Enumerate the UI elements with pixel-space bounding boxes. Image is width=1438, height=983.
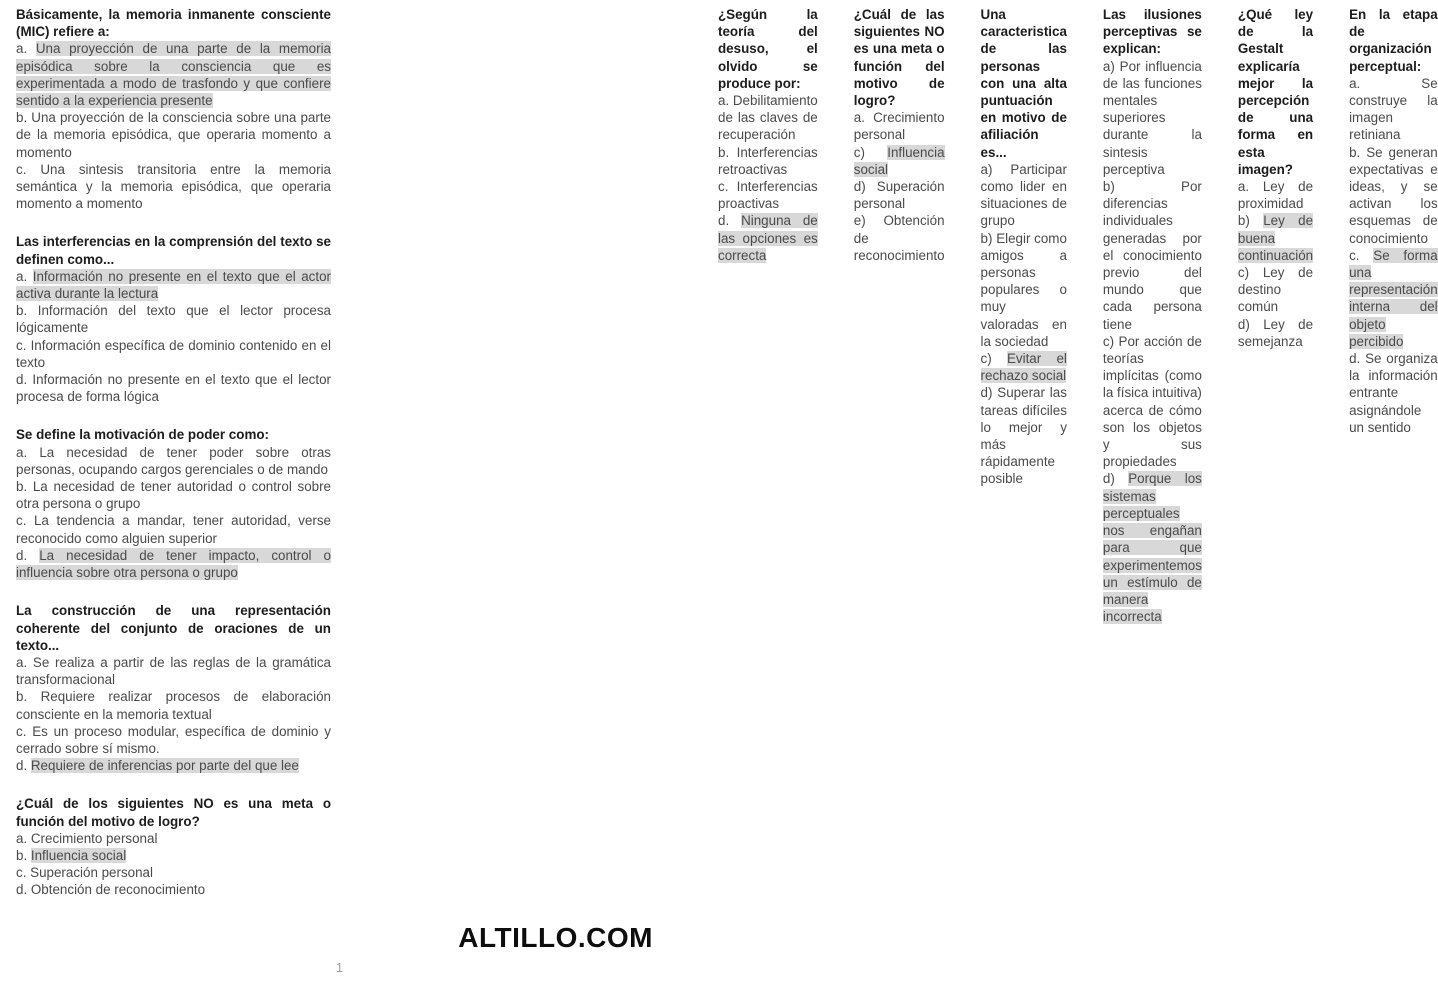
option-letter: b. [16, 689, 41, 705]
option-text: Ley de semejanza [1237, 316, 1314, 349]
answer-option [854, 109, 945, 143]
question-block [981, 6, 1067, 916]
answer-option [16, 40, 331, 109]
answer-option [718, 212, 818, 264]
answer-option [718, 144, 818, 178]
option-letter: d) [1102, 471, 1129, 487]
question-block [16, 6, 331, 212]
question-title: En la etapa de organización perceptual: [1349, 7, 1438, 74]
highlighted-answer-text: La necesidad de tener impacto, control o influencia sobre otra persona o grupo [16, 547, 331, 581]
question-block [718, 6, 818, 916]
question-title: ¿Cuál de las siguientes NO es una meta o función del motivo de logro? [853, 7, 945, 109]
answer-option [1349, 247, 1438, 350]
option-text: Se realiza a partir de las reglas de la gramática transformacional [16, 654, 332, 688]
answer-option [16, 302, 331, 336]
option-letter: b. [16, 847, 31, 863]
answer-option [718, 92, 818, 144]
option-text: Una sintesis transitoria entre la memoria semántica y la memoria episódica, que operaria momento a momento [16, 161, 331, 212]
option-letter: c) [853, 144, 888, 160]
option-letter: d. [16, 758, 31, 774]
answer-option [16, 654, 331, 688]
option-letter: d. [16, 882, 31, 898]
option-letter: b) [1102, 179, 1182, 195]
option-letter: c. [16, 513, 34, 529]
highlighted-answer-text: Requiere de inferencias por parte del que lee [30, 758, 299, 774]
option-letter: c) [980, 351, 1007, 367]
answer-option [1238, 316, 1313, 350]
option-letter: a. [16, 830, 31, 846]
answer-option [1103, 178, 1202, 333]
answer-option [1103, 58, 1202, 178]
option-text: Interferencias proactivas [718, 179, 818, 212]
answer-option [16, 547, 331, 581]
option-letter: a. [16, 444, 40, 460]
option-letter: a. [1237, 179, 1263, 195]
question-title: Las ilusiones perceptivas se explican: [1102, 7, 1202, 57]
option-text: Superación personal [30, 865, 153, 881]
option-text: Obtención de reconocimiento [853, 213, 945, 263]
answer-option [981, 161, 1067, 230]
option-letter: c. [16, 723, 33, 739]
answer-option [16, 444, 331, 478]
option-text: Requiere realizar procesos de elaboración consciente en la memoria textual [16, 689, 331, 722]
option-text: La tendencia a mandar, tener autoridad, verse reconocido como alguien superior [16, 513, 331, 546]
highlighted-answer-text: Información no presente en el texto que el actor activa durante la lectura [16, 268, 331, 302]
option-letter: d. [718, 213, 742, 229]
answer-option [981, 384, 1067, 487]
answer-option [854, 178, 945, 212]
option-letter: a. [718, 93, 733, 109]
option-text: Superar las tareas difíciles lo mejor y más rápidamente posible [980, 385, 1067, 487]
option-letter: c. [16, 865, 31, 881]
option-letter: a. [16, 654, 33, 670]
answer-option [16, 757, 331, 774]
option-text: Por acción de teorías implícitas (como la física intuitiva) acerca de cómo son los objetos y sus propiedades [1102, 333, 1202, 470]
option-text: La necesidad de tener poder sobre otras personas, ocupando cargos gerenciales o de mando [16, 444, 331, 477]
option-letter: b. [16, 110, 32, 126]
option-letter: d) [1237, 316, 1264, 332]
question-block [1349, 6, 1438, 916]
option-letter: a) [980, 161, 1011, 177]
question-block [16, 233, 331, 405]
option-letter: d) [980, 385, 998, 401]
question-block [16, 795, 331, 898]
answer-option [854, 212, 945, 264]
highlighted-answer-text: Evitar el rechazo social [980, 351, 1067, 384]
answer-option [981, 230, 1067, 350]
option-letter: b) [980, 230, 997, 246]
option-letter: a. [1349, 75, 1422, 91]
option-text: Ley de proximidad [1237, 179, 1314, 212]
answer-option [16, 337, 331, 371]
option-text: La necesidad de tener autoridad o control sobre otra persona o grupo [16, 479, 332, 512]
altillo-watermark: ALTILLO.COM [458, 922, 653, 953]
option-text: Elegir como amigos a personas populares o muy valoradas en la sociedad [980, 230, 1067, 349]
answer-option [16, 371, 331, 405]
highlighted-answer-text: Influencia social [30, 847, 127, 863]
answer-option [1238, 264, 1313, 316]
answer-option [1238, 212, 1313, 264]
option-text: Información del texto que el lector procesa lógicamente [16, 303, 331, 336]
option-text: Por influencia de las funciones mentales superiores durante la sintesis perceptiva [1102, 58, 1202, 177]
option-letter: c. [16, 337, 31, 353]
option-text: Obtención de reconocimiento [30, 882, 206, 898]
highlighted-answer-text: Influencia social [853, 144, 945, 177]
option-letter: e) [853, 213, 884, 229]
question-block [854, 6, 945, 916]
highlighted-answer-text: Ninguna de las opciones es correcta [718, 213, 818, 263]
answer-option [16, 161, 331, 213]
answer-option [981, 350, 1067, 384]
option-letter: b. [16, 303, 38, 319]
option-letter: c. [1349, 247, 1374, 263]
question-block [16, 602, 331, 774]
option-text: Debilitamiento de las claves de recuperación [718, 93, 818, 143]
option-text: Se organiza la información entrante asignándole un sentido [1349, 351, 1438, 435]
option-text: Información específica de dominio contenido en el texto [16, 337, 331, 370]
option-text: Crecimiento personal [853, 110, 945, 143]
question-title: Una caracteristica de las personas con una alta puntuación en motivo de afiliación es... [980, 7, 1067, 160]
highlighted-answer-text: Ley de buena continuación [1237, 213, 1314, 263]
page-number: 1 [336, 961, 343, 975]
answer-option [1349, 75, 1438, 144]
option-letter: b. [718, 144, 737, 160]
question-column-right [367, 6, 682, 937]
answer-option [16, 688, 331, 722]
option-text: Crecimiento personal [30, 830, 158, 846]
answer-option [16, 830, 331, 847]
answer-option [16, 723, 331, 757]
question-title: ¿Qué ley de la Gestalt explicaría mejor la percepción de una forma en esta imagen? [1237, 7, 1314, 177]
option-letter: c) [1102, 333, 1119, 349]
answer-option [16, 864, 331, 881]
option-text: Información no presente en el texto que el lector procesa de forma lógica [16, 372, 331, 405]
answer-option [1103, 333, 1202, 471]
question-title: ¿Cuál de los siguientes NO es una meta o función del motivo de logro? [16, 796, 331, 829]
option-letter: d) [853, 179, 877, 195]
answer-option [1349, 144, 1438, 247]
question-title: Las interferencias en la comprensión del texto se definen como... [16, 234, 331, 267]
option-text: Superación personal [853, 179, 945, 212]
option-text: Participar como lider en situaciones de grupo [980, 161, 1067, 229]
answer-option [16, 109, 331, 161]
question-title: Se define la motivación de poder como: [16, 427, 269, 443]
option-letter: a. [16, 268, 33, 284]
answer-option [16, 512, 331, 546]
answer-option [16, 478, 331, 512]
answer-option [16, 881, 331, 898]
answer-option [718, 178, 818, 212]
question-column-left [16, 6, 331, 937]
option-letter: a. [16, 41, 36, 57]
option-letter: b. [1349, 144, 1367, 160]
option-text: Interferencias retroactivas [718, 144, 818, 177]
answer-option [854, 144, 945, 178]
answer-option [16, 268, 331, 302]
highlighted-answer-text: Una proyección de una parte de la memoria episódica sobre la consciencia que es experimentada a modo de trasfondo y que confiere sentido a la experiencia presente [16, 41, 331, 109]
option-letter: d. [1349, 351, 1366, 367]
question-block [16, 426, 331, 581]
option-text: Es un proceso modular, específica de dominio y cerrado sobre sí mismo. [16, 723, 331, 756]
answer-option [16, 847, 331, 864]
option-text: Se generan expectativas e ideas, y se activan los esquemas de conocimiento [1349, 144, 1438, 246]
question-title: La construcción de una representación coherente del conjunto de oraciones de un texto... [16, 603, 331, 653]
highlighted-answer-text: Se forma una representación interna del objeto percibido [1349, 247, 1438, 349]
option-letter: a) [1102, 58, 1120, 74]
option-letter: b. [16, 479, 33, 495]
option-letter: a. [853, 110, 874, 126]
option-text: Una proyección de la consciencia sobre una parte de la memoria episódica, que operaria momento a momento [16, 110, 331, 160]
answer-option [1103, 470, 1202, 625]
option-letter: c) [1237, 265, 1263, 281]
option-text: Ley de destino común [1237, 265, 1314, 315]
option-letter: d. [16, 547, 40, 563]
question-block [1103, 6, 1202, 916]
highlighted-answer-text: Porque los sistemas perceptuales nos engañan para que experimentemos un estímulo de manera incorrecta [1102, 471, 1202, 625]
question-title: Básicamente, la memoria inmanente consciente (MIC) refiere a: [16, 7, 331, 40]
option-letter: d. [16, 372, 33, 388]
option-letter: c. [718, 179, 737, 195]
option-letter: c. [16, 161, 41, 177]
answer-option [1238, 178, 1313, 212]
option-letter: b) [1237, 213, 1264, 229]
answer-option [1349, 350, 1438, 436]
question-block [1238, 6, 1313, 916]
question-title: ¿Según la teoría del desuso, el olvido se produce por: [718, 7, 818, 91]
option-text: Por diferencias individuales generadas por el conocimiento previo del mundo que cada persona tiene [1102, 179, 1202, 332]
option-text: Se construye la imagen retiniana [1349, 75, 1438, 143]
